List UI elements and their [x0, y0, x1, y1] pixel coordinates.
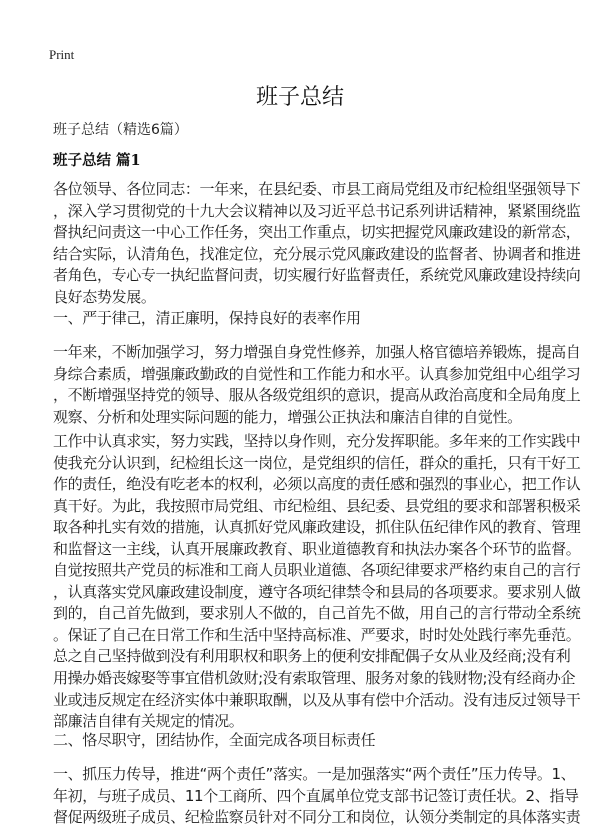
text-line: 工作中认真求实，努力实践，坚持以身作则，充分发挥职能。多年来的工作实践中 [53, 432, 581, 450]
paragraph-work [53, 431, 581, 561]
text-line: ，深入学习贯彻党的十九大会议精神以及习近平总书记系列讲话精神，紧紧围绕监 [53, 201, 581, 220]
text-line: 年初，与班子成员、11个工商所、四个直属单位党支部书记签订责任状。2、指导 [53, 786, 579, 805]
print-label: Print [49, 47, 75, 62]
text-line: 结合实际，认清角色，找准定位，充分展示党风廉政建设的监督者、协调者和推进 [53, 244, 581, 263]
text-line: 到的，自己首先做到，要求别人不做的，自己首先不做，用自己的言行带动全系统 [53, 604, 581, 623]
text-line: 取各种扎实有效的措施，认真抓好党风廉政建设，抓住队伍纪律作风的教育、管理 [53, 518, 581, 537]
text-line: 者角色，专心专一执纪监督问责，切实履行好监督责任，系统党风廉政建设持续向 [53, 266, 581, 285]
text-line: 督执纪问责这一中心工作任务，突出工作重点，切实把握党风廉政建设的新常态， [53, 223, 581, 242]
text-line: 各位领导、各位同志：一年来，在县纪委、市县工商局党组及市纪检组坚强领导下 [53, 180, 581, 198]
subheading-2 [53, 730, 553, 752]
text-line: 使我充分认识到，纪检组长这一岗位，是党组织的信任，群众的重托，只有干好工 [53, 453, 581, 472]
paragraph-pressure [53, 764, 581, 829]
text-line: 自觉按照共产党员的标准和工商人员职业道德、各项纪律要求严格约束自己的言行 [53, 561, 581, 579]
paragraph-conduct [53, 560, 581, 733]
text-line: 良好态势发展。 [53, 287, 156, 306]
text-line: 业或违反规定在经济实体中兼职取酬，以及从事有偿中介活动。没有违反过领导干 [53, 690, 581, 709]
subheading-1 [53, 308, 553, 330]
text-line: 真干好。为此，我按照市局党组、市纪检组、县纪委、县党组的要求和部署积极采 [53, 496, 581, 515]
text-line: 观察、分析和处理实际问题的能力，增强公正执法和廉洁自律的自觉性。 [53, 407, 522, 426]
text-line: 作的责任，绝没有吃老本的权利，必须以高度的责任感和强烈的事业心，把工作认 [53, 475, 581, 494]
text-line: 督促两级班子成员、纪检监察员针对不同分工和岗位，认领分类制定的具体落实责 [53, 808, 581, 827]
text-line: 用操办婚丧嫁娶等事宜借机敛财;没有索取管理、服务对象的钱财物;没有经商办企 [53, 668, 576, 687]
paragraph-study [53, 342, 581, 428]
text-line: 一、严于律己，清正廉明，保持良好的表率作用 [53, 309, 361, 327]
text-line: 一、抓压力传导，推进“两个责任”落实。一是加强落实“两个责任”压力传导。1、 [53, 765, 576, 783]
document-title: 班子总结 [255, 85, 344, 110]
document-subtitle: 班子总结（精选6篇） [53, 122, 188, 138]
paragraph-intro [53, 179, 581, 309]
text-line: 身综合素质，增强廉政勤政的自觉性和工作能力和水平。认真参加党组中心组学习 [53, 364, 581, 383]
text-line: 总之自己坚持做到没有利用职权和职务上的便利安排配偶子女从业及经商;没有利 [53, 647, 571, 666]
text-line: ，认真落实党风廉政建设制度，遵守各项纪律禁令和县局的各项要求。要求别人做 [53, 582, 581, 601]
text-line: 二、恪尽职守，团结协作，全面完成各项目标责任 [53, 731, 376, 749]
text-line: 一年来，不断加强学习，努力增强自身党性修养，加强人格官德培养锻炼，提高自 [53, 343, 581, 361]
text-line: 部廉洁自律有关规定的情况。 [53, 712, 244, 731]
text-line: 。保证了自己在日常工作和生活中坚持高标准、严要求，时时处处践行率先垂范。 [53, 625, 581, 644]
section-heading: 班子总结 篇1 [53, 152, 141, 169]
text-line: 和监督这一主线，认真开展廉政教育、职业道德教育和执法办案各个环节的监督。 [53, 539, 581, 558]
text-line: ，不断增强坚持党的领导、服从各级党组织的意识，提高从政治高度和全局角度上 [53, 386, 581, 405]
